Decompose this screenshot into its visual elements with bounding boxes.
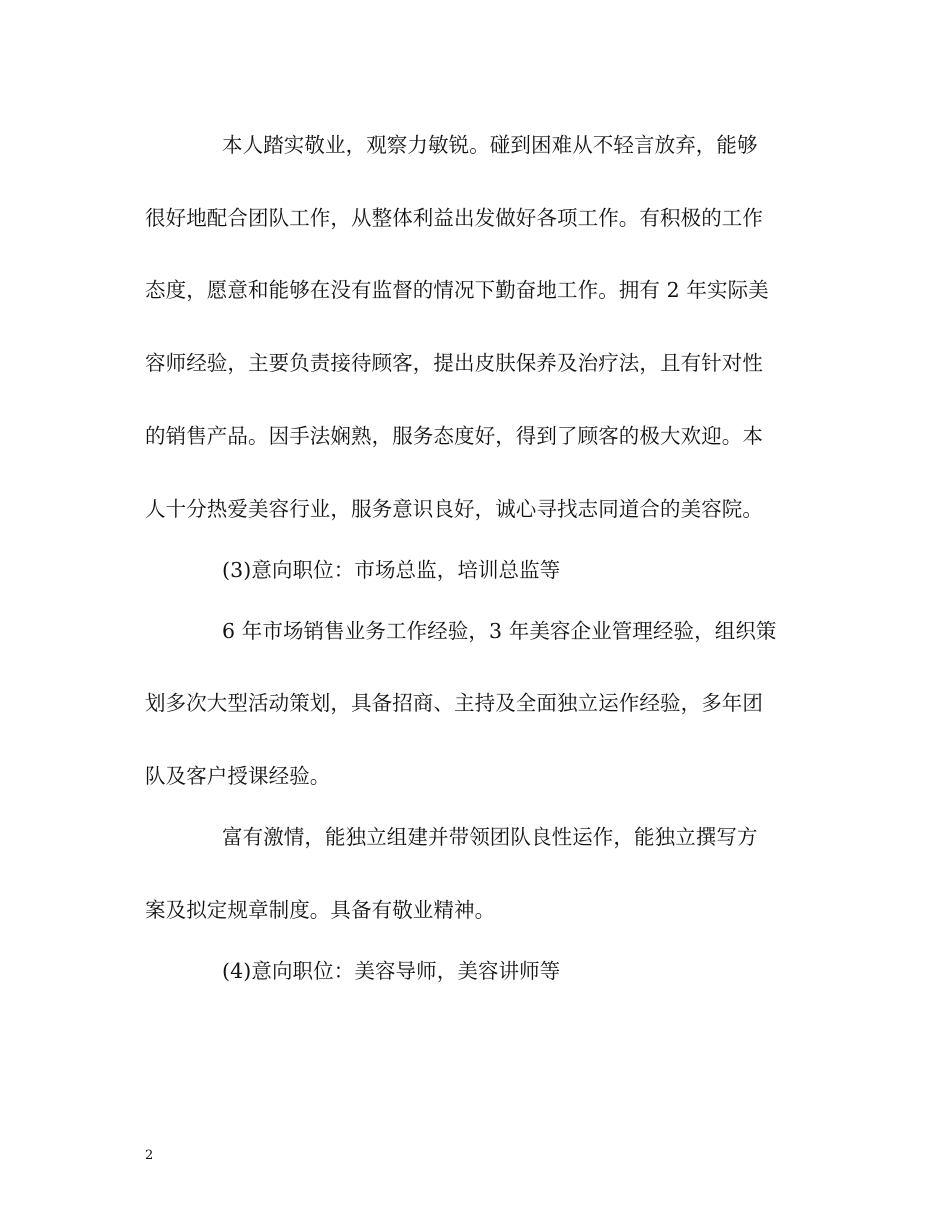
paragraph-line-3: 态度，愿意和能够在没有监督的情况下勤奋地工作。拥有 2 年实际美 xyxy=(145,278,769,302)
paragraph-line-6: 人十分热爱美容行业，服务意识良好，诚心寻找志同道合的美容院。 xyxy=(145,497,763,521)
paragraph-line-11: 案及拟定规章制度。具备有敬业精神。 xyxy=(145,898,496,922)
paragraph-line-8: 划多次大型活动策划，具备招商、主持及全面独立运作经验，多年团 xyxy=(145,691,763,715)
paragraph-line-2: 很好地配合团队工作，从整体利益出发做好各项工作。有积极的工作 xyxy=(145,206,763,230)
paragraph-line-10: 富有激情，能独立组建并带领团队良性运作，能独立撰写方 xyxy=(222,825,758,849)
paragraph-line-4: 容师经验，主要负责接待顾客，提出皮肤保养及治疗法，且有针对性 xyxy=(145,351,763,375)
paragraph-line-7: 6 年市场销售业务工作经验，3 年美容企业管理经验，组织策 xyxy=(222,619,777,643)
paragraph-line-1: 本人踏实敬业，观察力敏锐。碰到困难从不轻言放弃，能够 xyxy=(222,133,758,157)
section-heading-4: (4)意向职位：美容导师，美容讲师等 xyxy=(222,959,561,983)
section-heading-3: (3)意向职位：市场总监，培训总监等 xyxy=(222,558,561,582)
page-number: 2 xyxy=(145,1148,154,1163)
paragraph-line-5: 的销售产品。因手法娴熟，服务态度好，得到了顾客的极大欢迎。本 xyxy=(145,424,763,448)
paragraph-line-9: 队及客户授课经验。 xyxy=(145,764,331,788)
